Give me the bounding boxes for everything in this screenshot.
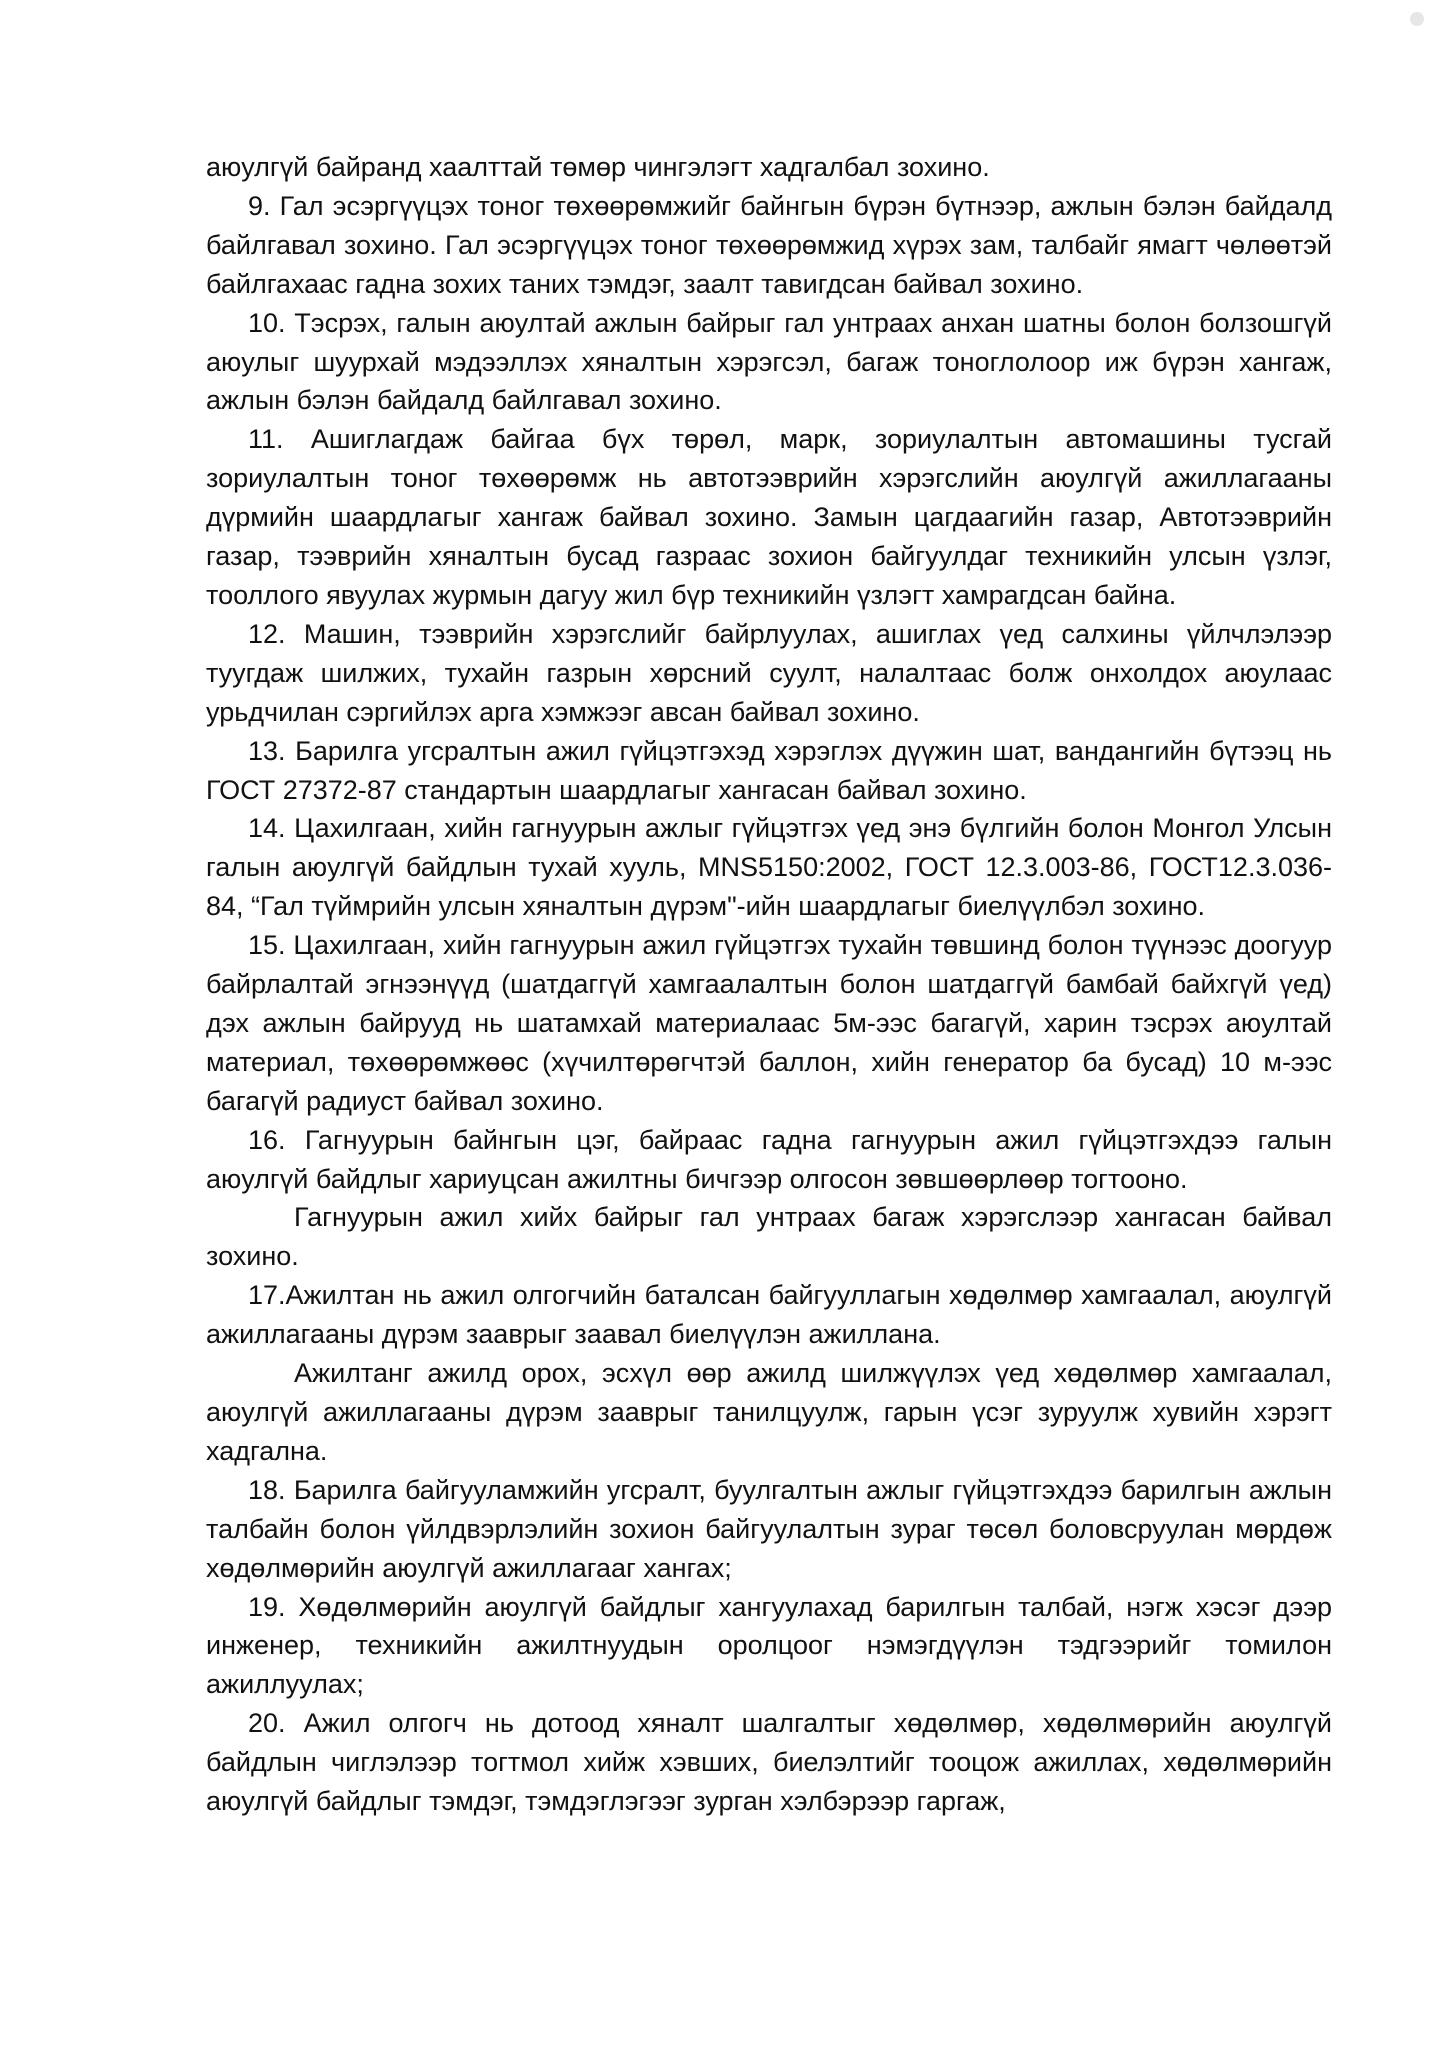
paragraph-item-16-note: Гагнуурын ажил хийх байрыг гал унтраах багаж хэрэгслээр хангасан байвал зохино. — [206, 1202, 1332, 1272]
paragraph-item-15: 15. Цахилгаан, хийн гагнуурын ажил гүйцэтгэх тухайн төвшинд болон түүнээс доогуур байрлалтай эгнээнүүд (шатдаггүй хамгаалалтын болон шатдаггүй бамбай байхгүй үед) дэх ажлын байрууд нь шатамхай материалаас 5м-ээс багагүй, харин тэсрэх аюултай материал, төхөөрөмжөөс (хүчилтөрөгчтэй баллон, хийн генератор ба бусад) 10 м-ээс багагүй радиуст байвал зохино. — [206, 930, 1332, 1116]
paragraph-item-14: 14. Цахилгаан, хийн гагнуурын ажлыг гүйцэтгэх үед энэ бүлгийн болон Монгол Улсын галын аюулгүй байдлын тухай хууль, MNS5150:2002, ГОСТ 12.3.003-86, ГОСТ12.3.036-84, “Гал түймрийн улсын хяналтын дүрэм"-ийн шаардлагыг биелүүлбэл зохино. — [206, 813, 1332, 922]
paragraph-item-19: 19. Хөдөлмөрийн аюулгүй байдлыг хангуулахад барилгын талбай, нэгж хэсэг дээр инженер, техникийн ажилтнуудын оролцоог нэмэгдүүлэн тэдгээрийг томилон ажиллуулах; — [206, 1591, 1332, 1700]
paragraph-item-11: 11. Ашиглагдаж байгаа бүх төрөл, марк, зориулалтын автомашины тусгай зориулалтын тоног төхөөрөмж нь автотээврийн хэрэгслийн аюулгүй ажиллагааны дүрмийн шаардлагыг хангаж байвал зохино. Замын цагдаагийн газар, Автотээврийн газар, тээврийн хяналтын бусад газраас зохион байгуулдаг техникийн улсын үзлэг, тооллого явуулах журмын дагуу жил бүр техникийн үзлэгт хамрагдсан байна. — [206, 424, 1332, 610]
paragraph-item-17-note: Ажилтанг ажилд орох, эсхүл өөр ажилд шилжүүлэх үед хөдөлмөр хамгаалал, аюулгүй ажиллагааны дүрэм зааврыг танилцуулж, гарын үсэг зуруулж хувийн хэрэгт хадгална. — [206, 1358, 1332, 1466]
paragraph-item-9: 9. Гал эсэргүүцэх тоног төхөөрөмжийг байнгын бүрэн бүтнээр, ажлын бэлэн байдалд байлгавал зохино. Гал эсэргүүцэх тоног төхөөрөмжид хүрэх зам, талбайг ямагт чөлөөтэй байлгахаас гадна зохих таних тэмдэг, заалт тавигдсан байвал зохино. — [206, 190, 1332, 299]
paragraph-item-17: 17.Ажилтан нь ажил олгогчийн баталсан байгууллагын хөдөлмөр хамгаалал, аюулгүй ажиллагааны дүрэм зааврыг заавал биелүүлэн ажиллана. — [206, 1280, 1332, 1350]
paragraph-item-10: 10. Тэсрэх, галын аюултай ажлын байрыг гал унтраах анхан шатны болон болзошгүй аюулыг шуурхай мэдээллэх хяналтын хэрэгсэл, багаж тоноглолоор иж бүрэн хангаж, ажлын бэлэн байдалд байлгавал зохино. — [206, 307, 1332, 416]
document-body — [206, 148, 1332, 1821]
paragraph-continuation: аюулгүй байранд хаалттай төмөр чингэлэгт хадгалбал зохино. — [206, 152, 990, 182]
paragraph-item-18: 18. Барилга байгууламжийн угсралт, буулгалтын ажлыг гүйцэтгэхдээ барилгын ажлын талбайн болон үйлдвэрлэлийн зохион байгуулалтын зураг төсөл боловсруулан мөрдөж хөдөлмөрийн аюулгүй ажиллагааг хангах; — [206, 1474, 1332, 1583]
paragraph-item-12: 12. Машин, тээврийн хэрэгслийг байрлуулах, ашиглах үед салхины үйлчлэлээр туугдаж шилжих, тухайн газрын хөрсний суулт, налалтаас болж онхолдох аюулаас урьдчилан сэргийлэх арга хэмжээг авсан байвал зохино. — [206, 618, 1332, 727]
paragraph-item-20: 20. Ажил олгогч нь дотоод хяналт шалгалтыг хөдөлмөр, хөдөлмөрийн аюулгүй байдлын чиглэлээр тогтмол хийж хэвших, биелэлтийг тооцож ажиллах, хөдөлмөрийн аюулгүй байдлыг тэмдэг, тэмдэглэгээг зурган хэлбэрээр гаргаж, — [206, 1708, 1332, 1817]
paragraph-item-13: 13. Барилга угсралтын ажил гүйцэтгэхэд хэрэглэх дүүжин шат, вандангийн бүтээц нь ГОСТ 27372-87 стандартын шаардлагыг хангасан байвал зохино. — [206, 735, 1332, 805]
paragraph-item-16: 16. Гагнуурын байнгын цэг, байраас гадна гагнуурын ажил гүйцэтгэхдээ галын аюулгүй байдлыг хариуцсан ажилтны бичгээр олгосон зөвшөөрлөөр тогтооно. — [206, 1124, 1332, 1194]
scan-mark — [1410, 12, 1424, 26]
